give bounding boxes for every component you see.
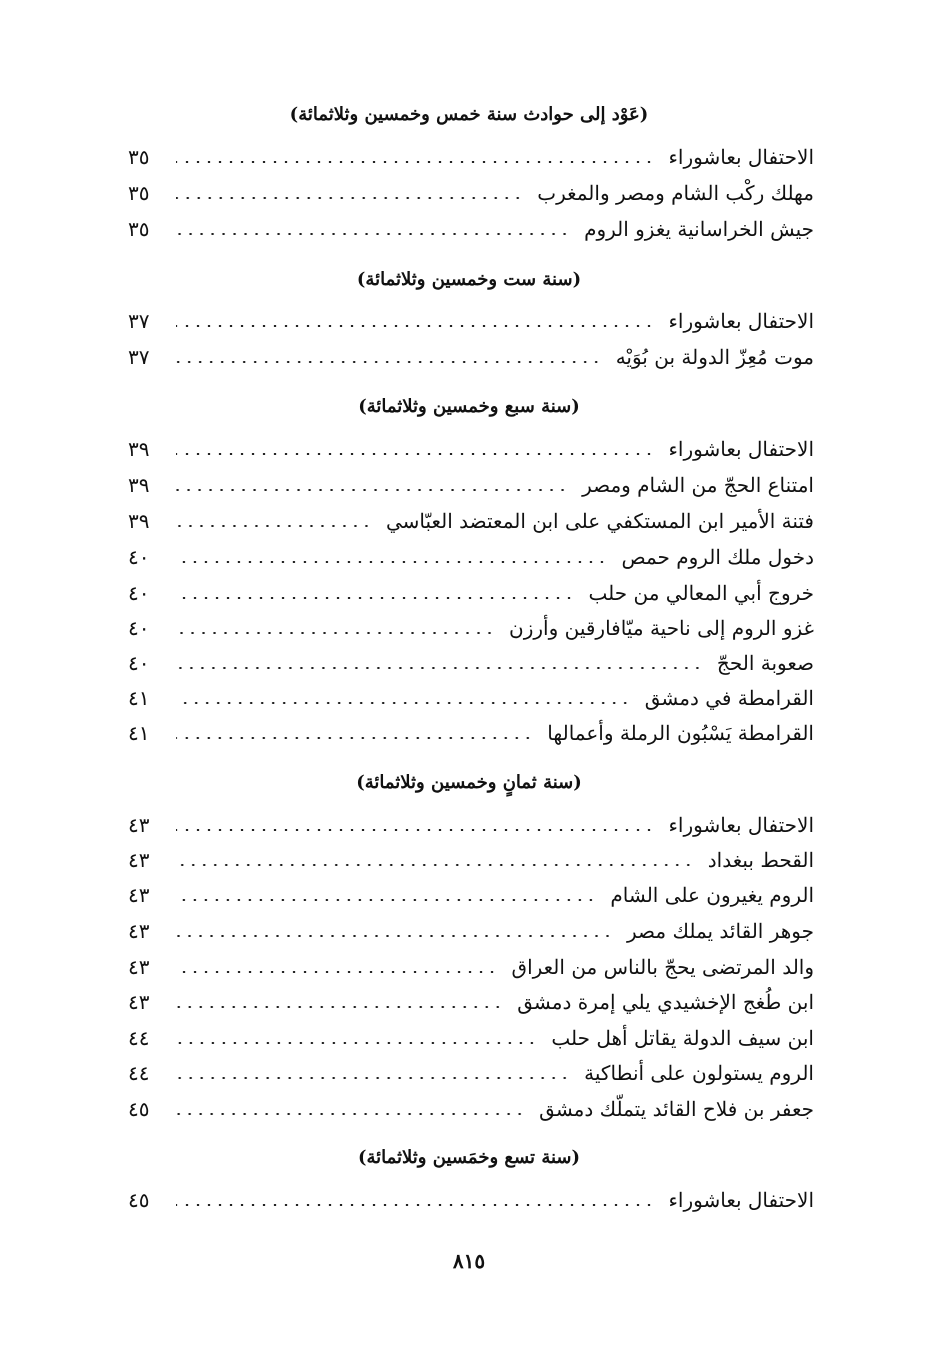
dot-leader [176,632,495,634]
toc-entry [128,1183,814,1217]
dot-leader [176,489,568,491]
toc-entry [128,878,814,912]
toc-entry [128,540,814,574]
dot-leader [176,561,607,563]
entry-title: الاحتفال بعاشوراء [668,309,814,333]
entry-title: ابن سيف الدولة يقاتل أهل حلب [551,1026,814,1050]
toc-entry [128,468,814,502]
entry-page-number: ٤٠ [128,581,150,605]
toc-entry [128,808,814,842]
entry-page-number: ٤٣ [128,919,150,943]
section-heading: (سنة سبع وخمسين وثلاثمائة) [358,396,580,417]
toc-entry [128,950,814,984]
dot-leader [176,453,655,455]
toc-entry [128,716,814,750]
entry-page-number: ٣٩ [128,437,150,461]
dot-leader [176,1204,655,1206]
entry-page-number: ٤١ [128,721,150,745]
dot-leader [176,1113,525,1115]
entry-page-number: ٤٣ [128,813,150,837]
toc-entry [128,1092,814,1126]
entry-title: الاحتفال بعاشوراء [668,1188,814,1212]
dot-leader [176,899,596,901]
dot-leader [176,864,694,866]
entry-title: جيش الخراسانية يغزو الروم [584,217,814,241]
toc-entry [128,646,814,680]
dot-leader [176,361,602,363]
dot-leader [176,737,533,739]
entry-title: ابن طُغج الإخشيدي يلي إمرة دمشق [517,990,814,1014]
entry-page-number: ٣٧ [128,309,150,333]
entry-title: القرامطة في دمشق [644,686,814,710]
toc-entry [128,914,814,948]
page-number: ٨١٥ [452,1249,486,1273]
entry-page-number: ٤٤ [128,1061,150,1085]
entry-title: امتناع الحجّ من الشام ومصر [582,473,814,497]
toc-entry [128,176,814,210]
toc-entry [128,1056,814,1090]
dot-leader [176,702,631,704]
entry-page-number: ٤٣ [128,848,150,872]
entry-title: صعوبة الحجّ [716,651,814,675]
entry-page-number: ٤٠ [128,651,150,675]
section-heading: (عَوْد إلى حوادث سنة خمس وخمسين وثلاثمائة) [289,104,649,125]
dot-leader [176,525,372,527]
entry-title: والد المرتضى يحجّ بالناس من العراق [511,955,814,979]
entry-page-number: ٣٥ [128,217,150,241]
toc-entry [128,611,814,645]
entry-page-number: ٤٣ [128,883,150,907]
entry-title: موت مُعِزّ الدولة بن بُوَيْه [615,345,814,369]
dot-leader [176,1042,537,1044]
section-heading: (سنة تسع وخمَسين وثلاثمائة) [357,1147,581,1168]
entry-title: جوهر القائد يملك مصر [627,919,814,943]
entry-title: خروج أبي المعالي من حلب [588,581,814,605]
toc-entry [128,340,814,374]
dot-leader [176,233,570,235]
entry-page-number: ٤٠ [128,545,150,569]
toc-entry [128,681,814,715]
toc-entry [128,140,814,174]
dot-leader [176,667,703,669]
entry-page-number: ٤٣ [128,955,150,979]
dot-leader [176,1006,503,1008]
toc-entry [128,985,814,1019]
entry-page-number: ٤٣ [128,990,150,1014]
entry-title: مهلك ركْب الشام ومصر والمغرب [537,181,814,205]
entry-page-number: ٣٧ [128,345,150,369]
entry-title: الروم يغيرون على الشام [610,883,814,907]
dot-leader [176,935,613,937]
entry-title: الاحتفال بعاشوراء [668,813,814,837]
entry-page-number: ٣٩ [128,509,150,533]
dot-leader [176,197,523,199]
entry-page-number: ٤١ [128,686,150,710]
entry-title: القرامطة يَسْبُون الرملة وأعمالها [547,721,814,745]
entry-page-number: ٤٤ [128,1026,150,1050]
entry-page-number: ٤٥ [128,1188,150,1212]
entry-page-number: ٣٥ [128,181,150,205]
toc-entry [128,1021,814,1055]
toc-entry [128,843,814,877]
dot-leader [176,1077,570,1079]
dot-leader [176,971,498,973]
dot-leader [176,829,655,831]
toc-entry [128,504,814,538]
entry-title: القحط ببغداد [707,848,814,872]
toc-entry [128,432,814,466]
toc-entry [128,304,814,338]
entry-title: الروم يستولون على أنطاكية [584,1061,814,1085]
entry-page-number: ٤٥ [128,1097,150,1121]
toc-entry [128,576,814,610]
dot-leader [176,161,655,163]
entry-page-number: ٤٠ [128,616,150,640]
section-heading: (سنة ست وخمسين وثلاثمائة) [356,269,582,290]
entry-title: فتنة الأمير ابن المستكفي على ابن المعتضد العبّاسي [385,509,814,533]
section-heading: (سنة ثمانٍ وخمسين وثلاثمائة) [356,772,582,793]
entry-title: غزو الروم إلى ناحية ميّافارقين وأرزن [509,616,814,640]
entry-page-number: ٣٩ [128,473,150,497]
dot-leader [176,325,655,327]
dot-leader [176,597,575,599]
entry-page-number: ٣٥ [128,145,150,169]
entry-title: الاحتفال بعاشوراء [668,145,814,169]
entry-title: دخول ملك الروم حمص [621,545,814,569]
entry-title: الاحتفال بعاشوراء [668,437,814,461]
entry-title: جعفر بن فلاح القائد يتملّك دمشق [539,1097,814,1121]
toc-entry [128,212,814,246]
